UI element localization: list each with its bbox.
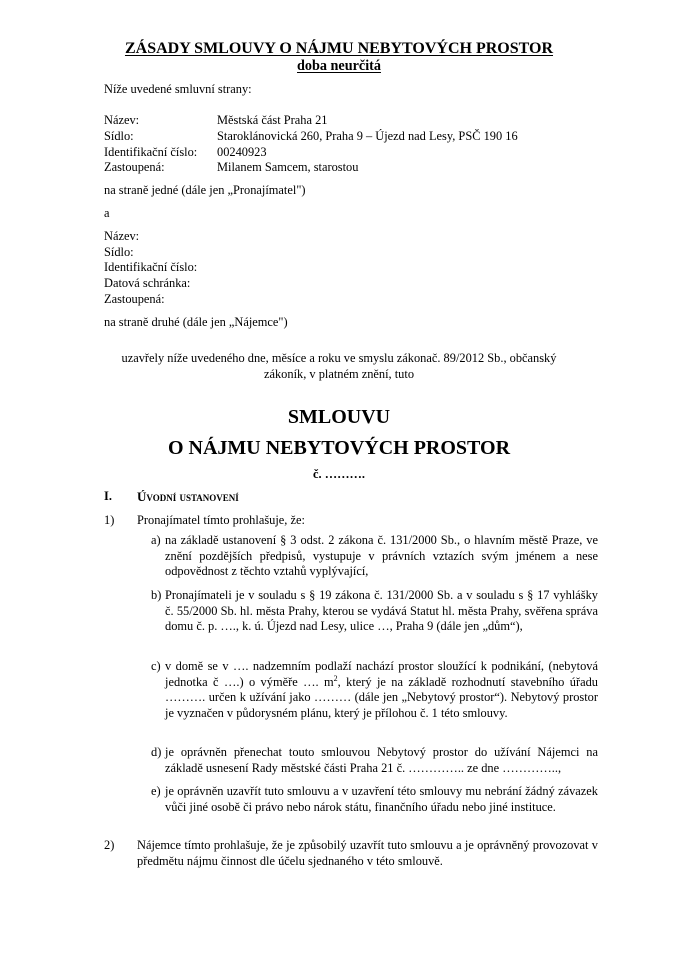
subitem-e-text: je oprávněn uzavřít tuto smlouvu a v uzavření této smlouvy mu nebrání žádný závazek vůči jiné osobě či právo nebo nárok státu, finančního úřadu nebo jiné instituce. (165, 784, 598, 814)
document-subtitle: doba neurčitá (297, 58, 381, 74)
party1-id-label: Identifikační číslo: (104, 145, 198, 159)
subitem-d-text: je oprávněn přenechat touto smlouvou Nebytový prostor do užívání Nájemci na základě usnesení Rady městské části Praha 21 č. ………….. ze dne ………….., (165, 745, 598, 775)
party1-seat-label: Sídlo: (104, 129, 134, 143)
subitem-b-text: Pronajímateli je v souladu s § 19 zákona č. 131/2000 Sb. a v souladu s § 17 vyhlášky č. 55/2000 Sb. hl. města Prahy, kterou se vydává Statut hl. města Prahy, svěřena správa domu č. p. …., k. ú. Újezd nad Lesy, ulice …, Praha 9 (dále jen „dům“), (165, 588, 598, 634)
party1-role: na straně jedné (dále jen „Pronajímatel") (104, 183, 306, 197)
superscript-2: 2 (333, 673, 338, 683)
preamble-line2: zákoník, v platném znění, tuto (263, 367, 415, 381)
party2-rep-label: Zastoupená: (104, 292, 165, 306)
contract-title-line2: O NÁJMU NEBYTOVÝCH PROSTOR (167, 437, 511, 459)
intro-text: Níže uvedené smluvní strany: (104, 82, 252, 96)
subitem-a (151, 533, 598, 580)
document-title: ZÁSADY SMLOUVY O NÁJMU NEBYTOVÝCH PROSTOR (124, 40, 554, 57)
party1-id-value: 00240923 (217, 145, 267, 159)
subitem-d (151, 745, 598, 776)
party1-name-label: Název: (104, 113, 140, 127)
subitem-c-text-part2: , který je na základě rozhodnutí stavebního úřadu ………. určen k užívání jako ……… (dále jen „Nebytový prostor“). Nebytový prostor je vyznačen v půdorysném plánu, který je přílohou č. 1 této smlouvy. (165, 674, 598, 720)
party2-name-label: Název: (104, 229, 140, 243)
party1-seat-value: Staroklánovická 260, Praha 9 – Újezd nad Lesy, PSČ 190 16 (217, 129, 518, 143)
party2-seat-label: Sídlo: (104, 245, 134, 259)
subitem-d-letter: d) (151, 745, 162, 759)
party1-rep-label: Zastoupená: (104, 160, 165, 174)
item-1-text: Pronajímatel tímto prohlašuje, že: (137, 513, 305, 527)
subitem-c-text-part1: v domě se v …. nadzemním podlaží nachází prostor sloužící k podnikání, (nebytová jednotka č ….) o výměře …. m (165, 659, 598, 689)
subitem-a-text: na základě ustanovení § 3 odst. 2 zákona č. 131/2000 Sb., o hlavním městě Praze, ve znění pozdějších předpisů, vystupuje v právních vztazích svým jménem a nese odpovědnost z těchto vztahů vyplývající, (165, 533, 598, 579)
section-number: I. (104, 489, 112, 503)
preamble-line1: uzavřely níže uvedeného dne, měsíce a roku ve smyslu zákonač. 89/2012 Sb., občanský (121, 351, 557, 365)
subitem-e (151, 784, 598, 815)
subitem-b-letter: b) (151, 588, 162, 602)
conjunction: a (104, 206, 110, 220)
party2-role: na straně druhé (dále jen „Nájemce") (104, 315, 288, 329)
subitem-e-letter: e) (151, 784, 161, 798)
party2-databox-label: Datová schránka: (104, 276, 191, 290)
item-2-text: Nájemce tímto prohlašuje, že je způsobilý uzavřít tuto smlouvu a je oprávněný provozovat v předmětu nájmu činnost dle účelu sjednaného v této smlouvě. (137, 838, 598, 868)
party2-id-label: Identifikační číslo: (104, 260, 198, 274)
contract-title-line1: SMLOUVU (287, 406, 391, 428)
section-title: Úvodní ustanovení (137, 489, 239, 504)
subitem-c (151, 659, 598, 721)
item-1-number: 1) (104, 513, 115, 527)
item-2-number: 2) (104, 838, 115, 852)
party1-name-value: Městská část Praha 21 (217, 113, 328, 127)
contract-number: č. ………. (313, 467, 365, 481)
subitem-a-letter: a) (151, 533, 161, 547)
subitem-b (151, 588, 598, 635)
subitem-c-text (165, 659, 598, 721)
party1-rep-value: Milanem Samcem, starostou (217, 160, 359, 174)
subitem-c-letter: c) (151, 659, 161, 673)
